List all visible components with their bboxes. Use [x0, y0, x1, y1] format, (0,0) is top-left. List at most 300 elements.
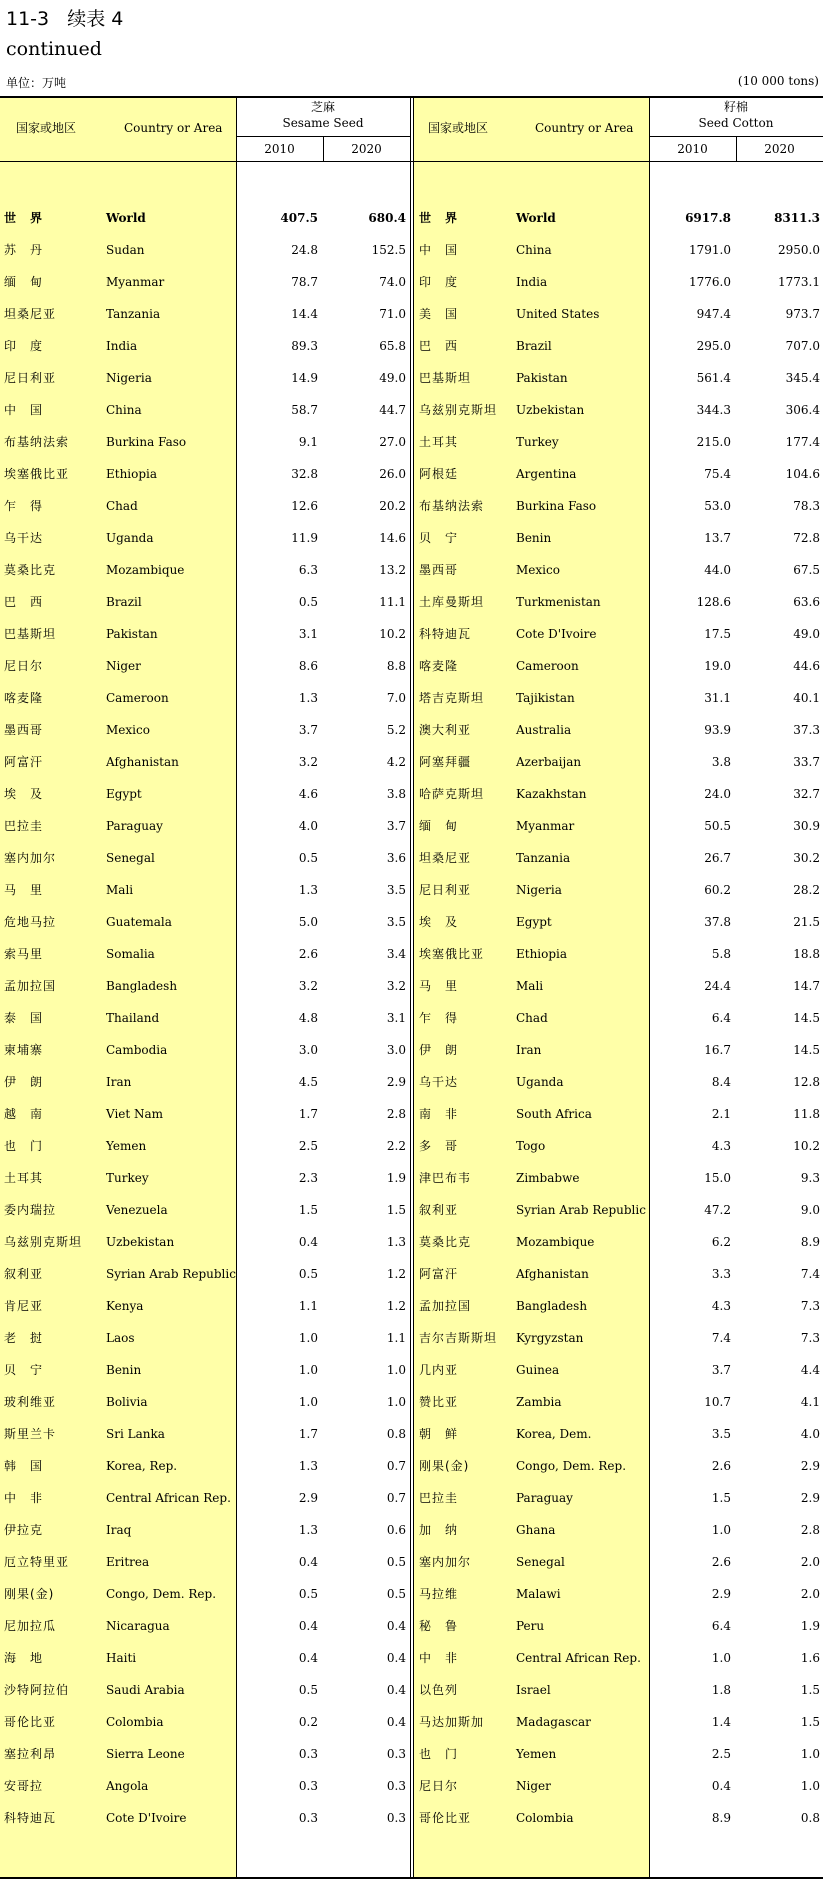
- sesame-value-2010: 1.0: [298, 1331, 318, 1345]
- seed-cotton-value-2010: 4.3: [711, 1139, 731, 1153]
- sesame-value-2020: 0.3: [386, 1811, 406, 1825]
- seed-cotton-value-2020: 707.0: [785, 339, 820, 353]
- seed-cotton-value-2010: 4.3: [711, 1299, 731, 1313]
- seed-cotton-country-cn: 土库曼斯坦: [419, 595, 485, 609]
- sesame-country-en: Guatemala: [106, 915, 172, 929]
- table-row: [0, 330, 823, 362]
- table-row: [0, 1642, 823, 1674]
- sesame-country-en: Cambodia: [106, 1043, 168, 1057]
- sesame-value-2010: 3.7: [298, 723, 318, 737]
- seed-cotton-value-2010: 47.2: [704, 1203, 731, 1217]
- sesame-value-2010: 78.7: [291, 275, 318, 289]
- seed-cotton-value-2010: 2.1: [711, 1107, 731, 1121]
- seed-cotton-value-2020: 28.2: [793, 883, 820, 897]
- sesame-value-2010: 0.5: [298, 1587, 318, 1601]
- bottom-rule: [0, 1877, 823, 1879]
- sesame-value-2020: 65.8: [379, 339, 406, 353]
- sesame-value-2020: 1.2: [386, 1267, 406, 1281]
- sesame-value-2020: 1.3: [386, 1235, 406, 1249]
- sesame-value-2010: 89.3: [291, 339, 318, 353]
- sesame-country-cn: 也 门: [4, 1139, 44, 1153]
- sesame-country-cn: 坦桑尼亚: [4, 307, 57, 321]
- sesame-value-2010: 0.4: [298, 1235, 318, 1249]
- seed-cotton-value-2020: 1.9: [800, 1619, 820, 1633]
- seed-cotton-country-cn: 埃 及: [419, 915, 459, 929]
- sesame-value-2020: 3.7: [386, 819, 406, 833]
- seed-cotton-value-2010: 2.6: [711, 1459, 731, 1473]
- seed-cotton-country-cn: 缅 甸: [419, 819, 459, 833]
- sesame-value-2020: 27.0: [379, 435, 406, 449]
- seed-cotton-country-cn: 美 国: [419, 307, 459, 321]
- seed-cotton-country-cn: 多 哥: [419, 1139, 459, 1153]
- table-row: [0, 1002, 823, 1034]
- seed-cotton-country-en: Azerbaijan: [516, 755, 582, 769]
- sesame-value-2020: 1.0: [386, 1395, 406, 1409]
- sesame-country-en: Cote D'Ivoire: [106, 1811, 187, 1825]
- seed-cotton-country-cn: 叙利亚: [419, 1203, 459, 1217]
- seed-cotton-value-2010: 15.0: [704, 1171, 731, 1185]
- sesame-value-2020: 71.0: [379, 307, 406, 321]
- seed-cotton-country-cn: 塞内加尔: [419, 1555, 472, 1569]
- seed-cotton-value-2020: 4.4: [800, 1363, 820, 1377]
- table-row: [0, 586, 823, 618]
- sesame-country-en: World: [106, 211, 146, 225]
- seed-cotton-value-2020: 4.1: [800, 1395, 820, 1409]
- sesame-country-cn: 塞拉利昂: [4, 1747, 57, 1761]
- seed-cotton-value-2010: 295.0: [696, 339, 731, 353]
- seed-cotton-country-en: Yemen: [516, 1747, 557, 1761]
- table-row-world-total: [0, 202, 823, 234]
- sesame-country-en: Brazil: [106, 595, 142, 609]
- seed-cotton-country-cn: 以色列: [419, 1683, 459, 1697]
- seed-cotton-country-en: Israel: [516, 1683, 551, 1697]
- sesame-value-2020: 0.8: [386, 1427, 406, 1441]
- sesame-value-2010: 3.2: [298, 979, 318, 993]
- sesame-country-en: Tanzania: [106, 307, 161, 321]
- seed-cotton-value-2010: 53.0: [704, 499, 731, 513]
- table-row: [0, 522, 823, 554]
- seed-cotton-country-en: Egypt: [516, 915, 552, 929]
- sesame-country-en: Benin: [106, 1363, 142, 1377]
- seed-cotton-country-cn: 秘 鲁: [419, 1619, 459, 1633]
- sesame-country-cn: 贝 宁: [4, 1363, 44, 1377]
- seed-cotton-value-2020: 306.4: [785, 403, 820, 417]
- seed-cotton-country-cn: 莫桑比克: [419, 1235, 472, 1249]
- table-row: [0, 1098, 823, 1130]
- seed-cotton-country-en: Ghana: [516, 1523, 556, 1537]
- right-year-2010-header: 2010: [677, 142, 708, 156]
- sesame-country-cn: 肯尼亚: [4, 1299, 44, 1313]
- seed-cotton-value-2010: 5.8: [711, 947, 731, 961]
- seed-cotton-value-2010: 215.0: [696, 435, 731, 449]
- sesame-country-cn: 沙特阿拉伯: [4, 1683, 70, 1697]
- sesame-country-cn: 刚果(金): [4, 1587, 55, 1601]
- seed-cotton-value-2020: 12.8: [793, 1075, 820, 1089]
- sesame-value-2020: 20.2: [379, 499, 406, 513]
- table-row: [0, 1322, 823, 1354]
- seed-cotton-value-2010: 16.7: [704, 1043, 731, 1057]
- sesame-value-2020: 10.2: [379, 627, 406, 641]
- seed-cotton-value-2010: 8.9: [711, 1811, 731, 1825]
- seed-cotton-value-2020: 33.7: [793, 755, 820, 769]
- sesame-country-en: Pakistan: [106, 627, 158, 641]
- sesame-header-cn: 芝麻: [310, 100, 335, 114]
- seed-cotton-country-cn: 朝 鲜: [419, 1427, 459, 1441]
- sesame-country-cn: 埃 及: [4, 787, 44, 801]
- seed-cotton-value-2010: 344.3: [696, 403, 731, 417]
- table-row: [0, 362, 823, 394]
- seed-cotton-country-cn: 贝 宁: [419, 531, 459, 545]
- seed-cotton-value-2020: 4.0: [800, 1427, 820, 1441]
- seed-cotton-country-cn: 南 非: [419, 1107, 459, 1121]
- sesame-value-2010: 3.1: [298, 627, 318, 641]
- seed-cotton-country-en: Mozambique: [516, 1235, 595, 1249]
- sesame-country-cn: 莫桑比克: [4, 563, 57, 577]
- seed-cotton-value-2020: 1.6: [800, 1651, 820, 1665]
- sesame-country-en: Nigeria: [106, 371, 152, 385]
- sesame-country-cn: 玻利维亚: [4, 1395, 57, 1409]
- sesame-value-2020: 3.2: [386, 979, 406, 993]
- seed-cotton-value-2020: 7.3: [800, 1331, 820, 1345]
- sesame-country-en: Paraguay: [106, 819, 163, 833]
- seed-cotton-value-2020: 37.3: [793, 723, 820, 737]
- sesame-country-cn: 缅 甸: [4, 275, 44, 289]
- sesame-country-cn: 哥伦比亚: [4, 1715, 57, 1729]
- sesame-country-en: Eritrea: [106, 1555, 150, 1569]
- sesame-value-2010: 2.9: [298, 1491, 318, 1505]
- seed-cotton-value-2010: 13.7: [704, 531, 731, 545]
- seed-cotton-country-en: Argentina: [516, 467, 577, 481]
- sesame-value-2020: 3.1: [386, 1011, 406, 1025]
- sesame-value-2020: 3.5: [386, 883, 406, 897]
- table-row: [0, 1546, 823, 1578]
- seed-cotton-country-cn: 墨西哥: [419, 563, 459, 577]
- sesame-value-2020: 1.2: [386, 1299, 406, 1313]
- seed-cotton-value-2010: 24.4: [704, 979, 731, 993]
- seed-cotton-country-en: Colombia: [516, 1811, 574, 1825]
- table-row: [0, 1354, 823, 1386]
- sesame-value-2010: 3.2: [298, 755, 318, 769]
- seed-cotton-value-2020: 67.5: [793, 563, 820, 577]
- left-year-2010-header: 2010: [264, 142, 295, 156]
- sesame-value-2020: 0.7: [386, 1459, 406, 1473]
- table-row: [0, 1258, 823, 1290]
- sesame-country-cn: 中 国: [4, 403, 44, 417]
- seed-cotton-country-en: Tajikistan: [516, 691, 575, 705]
- table-row: [0, 394, 823, 426]
- sesame-value-2010: 4.6: [298, 787, 318, 801]
- sesame-country-cn: 伊 朗: [4, 1075, 44, 1089]
- sesame-country-en: Haiti: [106, 1651, 137, 1665]
- table-row: [0, 970, 823, 1002]
- seed-cotton-country-cn: 中 非: [419, 1651, 459, 1665]
- seed-cotton-value-2010: 1776.0: [689, 275, 731, 289]
- seed-cotton-value-2010: 3.8: [711, 755, 731, 769]
- seed-cotton-country-cn: 吉尔吉斯斯坦: [419, 1331, 498, 1345]
- sesame-country-cn: 委内瑞拉: [4, 1203, 57, 1217]
- unit-label-en: (10 000 tons): [737, 74, 819, 88]
- seed-cotton-value-2010: 24.0: [704, 787, 731, 801]
- sesame-value-2010: 1.3: [298, 691, 318, 705]
- seed-cotton-value-2010: 50.5: [704, 819, 731, 833]
- sesame-country-en: Niger: [106, 659, 141, 673]
- seed-cotton-value-2020: 72.8: [793, 531, 820, 545]
- sesame-country-en: Iran: [106, 1075, 132, 1089]
- table-row: [0, 810, 823, 842]
- sesame-value-2010: 0.5: [298, 851, 318, 865]
- sesame-country-en: Nicaragua: [106, 1619, 170, 1633]
- sesame-country-cn: 越 南: [4, 1107, 44, 1121]
- table-row: [0, 1802, 823, 1834]
- sesame-value-2020: 26.0: [379, 467, 406, 481]
- sesame-value-2010: 0.4: [298, 1651, 318, 1665]
- table-row: [0, 1386, 823, 1418]
- table-row: [0, 682, 823, 714]
- sesame-country-en: Congo, Dem. Rep.: [106, 1587, 217, 1601]
- sesame-value-2020: 0.4: [386, 1619, 406, 1633]
- sesame-country-cn: 乌兹别克斯坦: [4, 1235, 83, 1249]
- seed-cotton-value-2020: 1.0: [800, 1747, 820, 1761]
- seed-cotton-value-2010: 1.4: [711, 1715, 731, 1729]
- seed-cotton-value-2010: 128.6: [696, 595, 731, 609]
- left-country-header-en: Country or Area: [124, 121, 223, 135]
- sesame-country-cn: 塞内加尔: [4, 851, 57, 865]
- seed-cotton-country-cn: 乌干达: [419, 1075, 459, 1089]
- sesame-country-cn: 印 度: [4, 339, 44, 353]
- sesame-value-2020: 1.9: [386, 1171, 406, 1185]
- seed-cotton-country-cn: 尼日尔: [419, 1779, 459, 1793]
- seed-cotton-country-cn: 孟加拉国: [419, 1299, 472, 1313]
- sesame-country-cn: 危地马拉: [4, 915, 57, 929]
- sesame-value-2020: 3.0: [386, 1043, 406, 1057]
- sesame-value-2010: 8.6: [298, 659, 318, 673]
- sesame-value-2010: 0.2: [298, 1715, 318, 1729]
- sesame-value-2010: 1.7: [298, 1107, 318, 1121]
- seed-cotton-value-2010: 44.0: [704, 563, 731, 577]
- sesame-country-cn: 科特迪瓦: [4, 1811, 57, 1825]
- seed-cotton-country-en: Kyrgyzstan: [516, 1331, 584, 1345]
- sesame-country-en: Viet Nam: [106, 1107, 164, 1121]
- sesame-country-en: Senegal: [106, 851, 155, 865]
- seed-cotton-country-en: Syrian Arab Republic: [516, 1203, 646, 1217]
- sesame-value-2020: 1.0: [386, 1363, 406, 1377]
- seed-cotton-country-en: World: [516, 211, 556, 225]
- sesame-country-en: Bolivia: [106, 1395, 148, 1409]
- seed-cotton-country-cn: 赞比亚: [419, 1395, 459, 1409]
- sesame-country-cn: 韩 国: [4, 1459, 44, 1473]
- sesame-country-cn: 尼日尔: [4, 659, 44, 673]
- sesame-country-en: Iraq: [106, 1523, 132, 1537]
- seed-cotton-value-2020: 9.3: [800, 1171, 820, 1185]
- seed-cotton-value-2010: 3.7: [711, 1363, 731, 1377]
- table-row: [0, 458, 823, 490]
- seed-cotton-country-cn: 乍 得: [419, 1011, 459, 1025]
- top-rule: [0, 96, 823, 98]
- seed-cotton-value-2020: 14.5: [793, 1043, 820, 1057]
- seed-cotton-value-2010: 3.3: [711, 1267, 731, 1281]
- seed-cotton-value-2020: 2.9: [800, 1459, 820, 1473]
- sesame-country-en: Bangladesh: [106, 979, 178, 993]
- table-row: [0, 298, 823, 330]
- sesame-value-2010: 32.8: [291, 467, 318, 481]
- seed-cotton-country-cn: 阿塞拜疆: [419, 755, 472, 769]
- seed-cotton-country-cn: 马 里: [419, 979, 459, 993]
- seed-cotton-value-2010: 2.6: [711, 1555, 731, 1569]
- seed-cotton-value-2020: 40.1: [793, 691, 820, 705]
- seed-cotton-value-2020: 30.9: [793, 819, 820, 833]
- right-year-2020-header: 2020: [764, 142, 795, 156]
- seed-cotton-country-en: Brazil: [516, 339, 552, 353]
- seed-cotton-country-cn: 喀麦隆: [419, 659, 459, 673]
- sesame-country-cn: 布基纳法索: [4, 435, 70, 449]
- seed-cotton-value-2010: 1.0: [711, 1523, 731, 1537]
- sesame-value-2010: 14.9: [291, 371, 318, 385]
- seed-cotton-value-2010: 1.0: [711, 1651, 731, 1665]
- seed-cotton-value-2020: 973.7: [785, 307, 820, 321]
- sesame-country-cn: 斯里兰卡: [4, 1427, 57, 1441]
- seed-cotton-country-en: Zimbabwe: [516, 1171, 580, 1185]
- seed-cotton-country-cn: 乌兹别克斯坦: [419, 403, 498, 417]
- seed-cotton-country-cn: 几内亚: [419, 1363, 459, 1377]
- table-number-title: 11-3 续表 4: [6, 8, 124, 30]
- sesame-country-en: Burkina Faso: [106, 435, 187, 449]
- sesame-value-2010: 4.8: [298, 1011, 318, 1025]
- sesame-country-cn: 伊拉克: [4, 1523, 44, 1537]
- sesame-value-2020: 0.3: [386, 1779, 406, 1793]
- sesame-value-2020: 5.2: [386, 723, 406, 737]
- sesame-header-en: Sesame Seed: [282, 116, 364, 130]
- seed-cotton-country-cn: 伊 朗: [419, 1043, 459, 1057]
- seed-cotton-country-cn: 土耳其: [419, 435, 459, 449]
- table-row: [0, 906, 823, 938]
- sesame-country-en: Somalia: [106, 947, 155, 961]
- table-row: [0, 554, 823, 586]
- seed-cotton-country-en: Chad: [516, 1011, 548, 1025]
- seed-cotton-value-2020: 345.4: [785, 371, 820, 385]
- sesame-country-en: Central African Rep.: [106, 1491, 231, 1505]
- seed-cotton-value-2010: 1791.0: [689, 243, 731, 257]
- table-row: [0, 1290, 823, 1322]
- seed-cotton-value-2020: 0.8: [800, 1811, 820, 1825]
- seed-cotton-country-en: Nigeria: [516, 883, 562, 897]
- seed-cotton-value-2020: 2.8: [800, 1523, 820, 1537]
- left-country-header-cn: 国家或地区: [16, 121, 77, 135]
- sesame-value-2010: 3.0: [298, 1043, 318, 1057]
- sesame-country-cn: 叙利亚: [4, 1267, 44, 1281]
- seed-cotton-value-2020: 1.0: [800, 1779, 820, 1793]
- seed-cotton-country-en: Senegal: [516, 1555, 565, 1569]
- seed-cotton-country-en: Togo: [516, 1139, 546, 1153]
- seed-cotton-value-2010: 1.5: [711, 1491, 731, 1505]
- seed-cotton-value-2020: 18.8: [793, 947, 820, 961]
- seed-cotton-country-cn: 巴基斯坦: [419, 371, 472, 385]
- table-row: [0, 714, 823, 746]
- seed-cotton-value-2010: 1.8: [711, 1683, 731, 1697]
- seed-cotton-value-2010: 7.4: [711, 1331, 731, 1345]
- sesame-value-2010: 1.0: [298, 1395, 318, 1409]
- sesame-country-cn: 中 非: [4, 1491, 44, 1505]
- sesame-value-2020: 152.5: [371, 243, 406, 257]
- seed-cotton-country-cn: 尼日利亚: [419, 883, 472, 897]
- seed-cotton-country-en: Bangladesh: [516, 1299, 588, 1313]
- seed-cotton-value-2010: 10.7: [704, 1395, 731, 1409]
- sesame-value-2010: 11.9: [291, 531, 318, 545]
- sesame-country-en: Chad: [106, 499, 138, 513]
- seed-cotton-country-en: South Africa: [516, 1107, 592, 1121]
- sesame-country-en: China: [106, 403, 142, 417]
- seed-cotton-country-en: United States: [516, 307, 600, 321]
- sesame-value-2010: 1.3: [298, 1459, 318, 1473]
- table-row: [0, 1034, 823, 1066]
- seed-cotton-value-2010: 6.2: [711, 1235, 731, 1249]
- table-row: [0, 266, 823, 298]
- sesame-value-2020: 3.6: [386, 851, 406, 865]
- seed-cotton-value-2010: 31.1: [704, 691, 731, 705]
- sesame-country-en: Mali: [106, 883, 134, 897]
- seed-cotton-country-en: Madagascar: [516, 1715, 591, 1729]
- sesame-country-cn: 喀麦隆: [4, 691, 44, 705]
- sesame-value-2020: 680.4: [368, 211, 406, 225]
- sesame-value-2020: 3.8: [386, 787, 406, 801]
- seed-cotton-country-en: Tanzania: [516, 851, 571, 865]
- sesame-country-cn: 马 里: [4, 883, 44, 897]
- seed-cotton-country-en: Congo, Dem. Rep.: [516, 1459, 627, 1473]
- table-row: [0, 618, 823, 650]
- seed-cotton-country-cn: 中 国: [419, 243, 459, 257]
- sesame-country-cn: 索马里: [4, 947, 44, 961]
- seed-cotton-country-en: Mexico: [516, 563, 560, 577]
- table-row: [0, 1450, 823, 1482]
- seed-cotton-country-en: Myanmar: [516, 819, 575, 833]
- sesame-value-2010: 1.5: [298, 1203, 318, 1217]
- seed-cotton-value-2010: 3.5: [711, 1427, 731, 1441]
- seed-cotton-country-cn: 塔吉克斯坦: [419, 691, 485, 705]
- sesame-value-2020: 1.5: [386, 1203, 406, 1217]
- table-row: [0, 1770, 823, 1802]
- sesame-value-2010: 12.6: [291, 499, 318, 513]
- seed-cotton-value-2020: 14.7: [793, 979, 820, 993]
- seed-cotton-country-en: Australia: [516, 723, 572, 737]
- table-row: [0, 1162, 823, 1194]
- seed-cotton-country-en: India: [516, 275, 548, 289]
- sesame-value-2010: 1.1: [298, 1299, 318, 1313]
- sesame-value-2010: 407.5: [280, 211, 318, 225]
- sesame-country-cn: 乍 得: [4, 499, 44, 513]
- seed-cotton-country-cn: 布基纳法索: [419, 499, 485, 513]
- seed-cotton-value-2010: 26.7: [704, 851, 731, 865]
- seed-cotton-value-2010: 19.0: [704, 659, 731, 673]
- seed-cotton-value-2020: 8311.3: [774, 211, 820, 225]
- seed-cotton-value-2020: 8.9: [800, 1235, 820, 1249]
- sesame-value-2020: 0.6: [386, 1523, 406, 1537]
- seed-cotton-country-en: Benin: [516, 531, 552, 545]
- table-row: [0, 1130, 823, 1162]
- seed-cotton-value-2020: 7.3: [800, 1299, 820, 1313]
- sesame-value-2010: 0.5: [298, 1267, 318, 1281]
- seed-cotton-value-2020: 2.0: [800, 1555, 820, 1569]
- sesame-value-2020: 3.5: [386, 915, 406, 929]
- sesame-country-cn: 墨西哥: [4, 723, 44, 737]
- seed-cotton-value-2010: 6.4: [711, 1011, 731, 1025]
- seed-cotton-value-2010: 947.4: [696, 307, 731, 321]
- sesame-value-2010: 0.4: [298, 1555, 318, 1569]
- sesame-value-2010: 2.6: [298, 947, 318, 961]
- sesame-country-en: India: [106, 339, 138, 353]
- sesame-country-en: Mozambique: [106, 563, 185, 577]
- sesame-value-2010: 9.1: [298, 435, 318, 449]
- seed-cotton-value-2010: 60.2: [704, 883, 731, 897]
- sesame-country-en: Saudi Arabia: [106, 1683, 185, 1697]
